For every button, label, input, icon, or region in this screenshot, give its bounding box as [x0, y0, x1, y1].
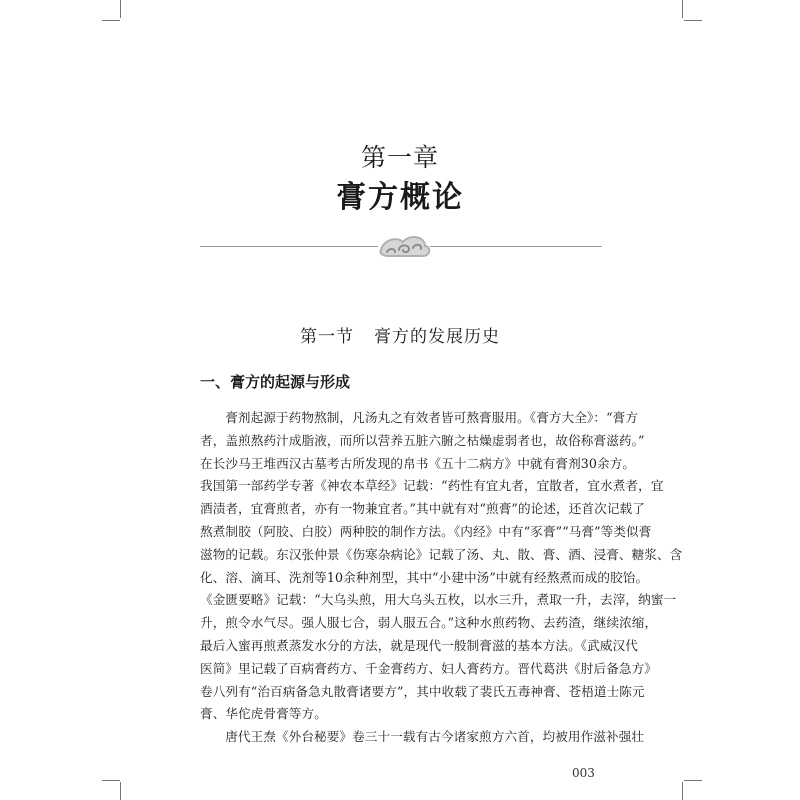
body-text-line: 最后入蜜再煎煮蒸发水分的方法，就是现代一般制膏滋的基本方法。《武威汉代 — [200, 637, 638, 653]
body-text-line: 膏、华佗虎骨膏等方。 — [200, 706, 327, 722]
crop-mark-bottom-left-v — [120, 782, 121, 800]
section-title: 膏方的发展历史 — [374, 327, 500, 347]
body-text-line: 酒渍者，宜膏煎者，亦有一物兼宜者。”其中就有对“煎膏”的论述，还首次记载了 — [200, 501, 645, 517]
body-text-line: 医简》里记载了百病膏药方、千金膏药方、妇人膏药方。晋代葛洪《肘后备急方》 — [200, 660, 657, 676]
body-text-line: 我国第一部药学专著《神农本草经》记载：“药性有宜丸者，宜散者，宜水煮者，宜 — [200, 478, 664, 494]
body-text-line: 膏剂起源于药物熬制，凡汤丸之有效者皆可熬膏服用。《膏方大全》：“膏方 — [225, 410, 639, 425]
body-text-line: 唐代王焘《外台秘要》卷三十一载有古今诸家煎方六首，均被用作滋补强壮 — [225, 729, 645, 745]
body-text-line: 者，盖煎熬药汁成脂液，而所以营养五脏六腑之枯燥虚弱者也，故俗称膏滋药。” — [200, 432, 645, 448]
body-text-line: 在长沙马王堆西汉古墓考古所发现的帛书《五十二病方》中就有膏剂30余方。 — [200, 455, 636, 471]
crop-mark-top-left-v — [120, 0, 121, 18]
body-text-line: 卷八列有“治百病备急丸散膏诸要方”，其中收载了裴氏五毒神膏、苍梧道士陈元 — [200, 683, 645, 699]
body-text-line: 《金匮要略》记载：“大乌头煎，用大乌头五枚，以水三升，煮取一升，去滓，纳蜜一 — [200, 592, 677, 608]
divider-rule-left — [200, 246, 378, 247]
divider-rule-right — [430, 246, 602, 247]
chapter-title: 膏方概论 — [336, 180, 464, 215]
section-heading — [0, 322, 800, 347]
body-text-line: 熬煮制胶（阿胶、白胶）两种胶的制作方法。《内经》中有“豕膏”“马膏”等类似膏 — [200, 523, 652, 539]
crop-mark-top-right-v — [682, 0, 683, 18]
chapter-number: 第一章 — [360, 143, 439, 172]
body-text-line: 滋物的记载。东汉张仲景《伤寒杂病论》记载了汤、丸、散、膏、酒、浸膏、糖浆、含 — [200, 546, 683, 562]
cloud-ornament-icon — [375, 228, 433, 264]
body-text-line: 升，煎令水气尽。强人服七合，弱人服五合。”这种水煎药物、去药渣，继续浓缩， — [200, 615, 658, 631]
crop-mark-bottom-right-h — [684, 780, 702, 781]
crop-mark-bottom-right-v — [682, 782, 683, 800]
body-paragraphs — [200, 407, 683, 749]
section-number: 第一节 — [300, 327, 354, 347]
crop-mark-top-left-h — [102, 20, 120, 21]
body-text-line: 化、溶、滴耳、洗剂等10余种剂型，其中“小建中汤”中就有经熬煮而成的胶饴。 — [200, 569, 649, 585]
crop-mark-bottom-left-h — [102, 780, 120, 781]
subsection-title: 一、膏方的起源与形成 — [200, 373, 351, 391]
crop-mark-top-right-h — [684, 20, 702, 21]
page-number: 003 — [572, 766, 595, 780]
